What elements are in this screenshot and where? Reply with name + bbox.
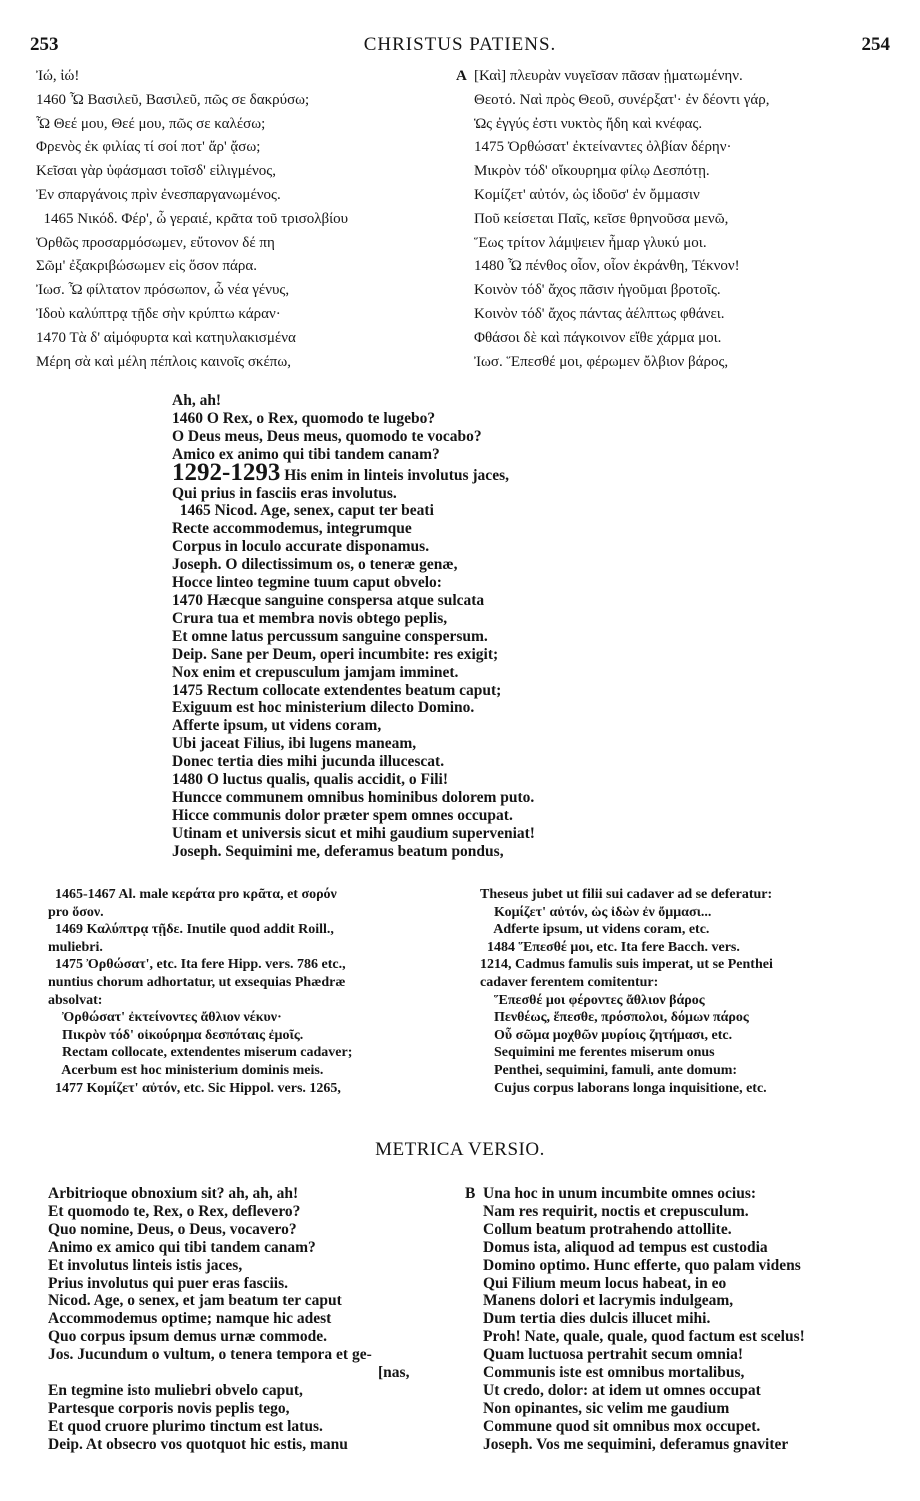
metrica-versio-heading: METRICA VERSIO. (375, 1139, 545, 1160)
translation-line: 1475 Rectum collocate extendentes beatum caput; (172, 681, 502, 699)
translation-line: Utinam et universis sicut et mihi gaudium superveniat! (172, 824, 535, 842)
verse-line: Φρενὸς ἐκ φιλίας τί σοί ποτ' ἄρ' ᾄσω; (36, 139, 261, 156)
verse-line: 1470 Τὰ δ' αἱμόφυρτα καὶ κατηυλακισμένα (36, 329, 296, 346)
footnote-line: Cujus corpus laborans longa inquisitione, etc. (480, 1080, 767, 1096)
metrica-line: Quo corpus ipsum demus urnæ commode. (48, 1328, 328, 1346)
verse-line: Ἰώ, ἰώ! (36, 68, 80, 84)
translation-line: 1470 Hæcque sanguine conspersa atque sulcata (172, 591, 485, 609)
verse-line: Κοινὸν τόδ' ἄχος πᾶσιν ἡγοῦμαι βροτοῖς. (474, 282, 721, 299)
translation-line: O Deus meus, Deus meus, quomodo te vocabo? (172, 427, 482, 445)
verse-line: Ἰδοὺ καλύπτρᾳ τῇδε σὴν κρύπτω κάραν· (36, 305, 281, 322)
translation-line: Ubi jaceat Filius, ibi lugens maneam, (172, 735, 417, 753)
translation-line: Corpus in loculo accurate disponamus. (172, 538, 430, 556)
translation-line: 1460 O Rex, o Rex, quomodo te lugebo? (172, 409, 436, 427)
metrica-line: Prius involutus qui puer eras fasciis. (48, 1274, 289, 1292)
metrica-line: Animo ex amico qui tibi tandem canam? (48, 1238, 316, 1256)
footnote-line: Acerbum est hoc ministerium dominis meis. (48, 1062, 324, 1078)
metrica-line: Nam res requirit, noctis et crepusculum. (483, 1202, 749, 1220)
verse-line: 1475 Ὀρθώσατ' ἐκτείναντες ὀλβίαν δέρην· (474, 139, 732, 156)
verse-line: 1465 Νικόδ. Φέρ', ὦ γεραιέ, κρᾶτα τοῦ τρισολβίου (36, 210, 349, 227)
metrica-line: Deip. At obsecro vos quotquot hic estis, manu (48, 1435, 348, 1453)
column-reference: 1292-1293 (172, 458, 281, 486)
verse-line: Ἰωσ. Ἕπεσθέ μοι, φέρωμεν ὄλβιον βάρος, (474, 353, 729, 370)
page-number-right: 254 (861, 34, 890, 55)
translation-line: Joseph. O dilectissimum os, o teneræ genæ, (172, 556, 458, 574)
verse-line: 1460 Ὦ Βασιλεῦ, Βασιλεῦ, πῶς σε δακρύσω; (36, 91, 310, 108)
footnote-line: 1475 Ὀρθώσατ', etc. Ita fere Hipp. vers. 786 etc., (48, 957, 346, 973)
column-marker-a: A (456, 68, 467, 84)
column-marker-b: B (465, 1185, 476, 1202)
metrica-line: En tegmine isto muliebri obvelo caput, (48, 1381, 303, 1399)
metrica-line: Qui Filium meum locus habeat, in eo (483, 1274, 727, 1292)
metrica-line: Commune quod sit omnibus mox occupet. (483, 1417, 761, 1435)
verse-line: Ὀρθῶς προσαρμόσωμεν, εὔτονον δέ πη (36, 234, 275, 251)
metrica-line: Accommodemus optime; namque hic adest (48, 1310, 332, 1328)
metrica-line: Communis iste est omnibus mortalibus, (483, 1364, 745, 1382)
greek-text-left-column (36, 65, 466, 374)
footnote-line: Theseus jubet ut filii sui cadaver ad se deferatur: (480, 887, 773, 902)
metrica-line: Et quomodo te, Rex, o Rex, deflevero? (48, 1202, 301, 1220)
metrica-line: Quo nomine, Deus, o Deus, vocavero? (48, 1220, 297, 1238)
footnotes-right-column (480, 886, 900, 1097)
verse-line: 1480 Ὦ πένθος οἷον, οἷον ἐκράνθη, Τέκνον! (474, 258, 740, 275)
metrica-line: Manens dolori et lacrymis indulgeam, (483, 1292, 734, 1310)
page-header (30, 34, 890, 58)
metrica-line: Arbitrioque obnoxium sit? ah, ah, ah! (48, 1185, 299, 1202)
footnote-line: Ἕπεσθέ μοι φέροντες ἄθλιον βάρος (480, 992, 705, 1008)
footnote-line: absolvat: (48, 992, 103, 1008)
verse-line: Ὦ Θεέ μου, Θεέ μου, πῶς σε καλέσω; (36, 115, 266, 132)
footnote-line: Ὀρθώσατ' ἐκτείνοντες ἄθλιον νέκυν· (48, 1010, 282, 1026)
metrica-line: Joseph. Vos me sequimini, deferamus gnaviter (483, 1435, 789, 1453)
running-title: CHRISTUS PATIENS. (363, 34, 557, 55)
footnote-line: 1214, Cadmus famulis suis imperat, ut se Penthei (480, 957, 773, 973)
metrica-left-column (48, 1185, 468, 1454)
footnote-line: 1484 Ἕπεσθέ μοι, etc. Ita fere Bacch. vers. (480, 939, 740, 955)
footnote-line: Οὗ σῶμα μοχθῶν μυρίοις ζητήμασι, etc. (480, 1027, 733, 1043)
translation-line: Hocce linteo tegmine tuum caput obvelo: (172, 574, 442, 592)
metrica-line: Jos. Jucundum o vultum, o tenera tempora et ge- (48, 1346, 372, 1364)
metrica-line: Domino optimo. Hunc efferte, quo palam videns (483, 1256, 801, 1274)
translation-line: Crura tua et membra novis obtego peplis, (172, 609, 448, 627)
translation-line: Qui prius in fasciis eras involutus. (172, 484, 397, 502)
footnote-line: Adferte ipsum, ut videns coram, etc. (480, 922, 710, 938)
metrica-line-continuation: [nas, (378, 1364, 410, 1382)
verse-line: Μικρὸν τόδ' οἴκουρημα φίλῳ Δεσπότῃ. (474, 163, 710, 180)
footnote-line: 1477 Κομίζετ' αὐτόν, etc. Sic Hippol. vers. 1265, (48, 1080, 341, 1096)
translation-line: Exiguum est hoc ministerium dilecto Domino. (172, 699, 475, 717)
translation-line: 1480 O luctus qualis, qualis accidit, o Fili! (172, 771, 449, 789)
verse-line: Ὡς ἐγγύς ἐστι νυκτὸς ἤδη καὶ κνέφας. (474, 115, 703, 132)
translation-line: Huncce communem omnibus hominibus dolorem puto. (172, 788, 535, 806)
metrica-line: Et quod cruore plurimo tinctum est latus. (48, 1417, 323, 1435)
translation-line: Et omne latus percussum sanguine conspersum. (172, 627, 488, 645)
translation-line: 1465 Nicod. Age, senex, caput ter beati (172, 502, 434, 520)
footnote-line: Πικρὸν τόδ' οἰκούρημα δεσπόταις ἐμοῖς. (48, 1027, 304, 1043)
footnote-line: cadaver ferentem comitentur: (480, 974, 659, 990)
metrica-line: Nicod. Age, o senex, et jam beatum ter caput (48, 1292, 342, 1310)
translation-line: Hicce communis dolor præter spem omnes occupat. (172, 806, 513, 824)
footnote-line: 1465-1467 Al. male κεράτα pro κρᾶτα, et σορόν (48, 887, 337, 902)
footnote-line: Sequimini me ferentes miserum onus (480, 1045, 715, 1061)
translation-line: Recte accommodemus, integrumque (172, 520, 412, 538)
translation-line: Deip. Sane per Deum, operi incumbite: res exigit; (172, 645, 499, 663)
metrica-right-column (465, 1185, 905, 1454)
metrica-line: Dum tertia dies dulcis illucet mihi. (483, 1310, 711, 1328)
verse-line: Ἰωσ. Ὦ φίλτατον πρόσωπον, ὦ νέα γένυς, (36, 282, 290, 299)
verse-line: Σῶμ' ἐξακριβώσωμεν εἰς ὅσον πάρα. (36, 258, 257, 275)
translation-line: Joseph. Sequimini me, deferamus beatum pondus, (172, 842, 504, 860)
verse-line: Ἕως τρίτον λάμψειεν ἦμαρ γλυκύ μοι. (474, 234, 707, 251)
latin-translation (172, 392, 792, 861)
translation-line: Afferte ipsum, ut videns coram, (172, 717, 382, 735)
translation-line: Nox enim et crepusculum jamjam imminet. (172, 663, 459, 681)
metrica-line: Collum beatum protrahendo attollite. (483, 1220, 732, 1238)
metrica-line: Quam luctuosa pertrahit secum omnia! (483, 1346, 744, 1364)
translation-line: Donec tertia dies mihi jucunda illucescat. (172, 753, 445, 771)
verse-line: Θεοτό. Ναὶ πρὸς Θεοῦ, συνέρξατ'· ἐν δέοντι γάρ, (474, 91, 770, 108)
metrica-line: Partesque corporis novis peplis tego, (48, 1399, 290, 1417)
verse-line: Φθάσοι δὲ καὶ πάγκοινον εἴθε χάρμα μοι. (474, 329, 722, 346)
verse-line: Ἐν σπαργάνοις πρὶν ἐνεσπαργανωμένος. (36, 186, 281, 203)
metrica-line: Domus ista, aliquod ad tempus est custodia (483, 1238, 768, 1256)
greek-text-right-column (456, 65, 896, 374)
page-number-left: 253 (30, 34, 59, 55)
footnote-line: 1469 Καλύπτρᾳ τῇδε. Inutile quod addit Roill., (48, 922, 334, 938)
verse-line: [Καὶ] πλευρὰν νυγεῖσαν πᾶσαν ᾑματωμένην. (474, 68, 743, 84)
footnote-line: muliebri. (48, 939, 103, 955)
translation-line: Amico ex animo qui tibi tandem canam? (172, 445, 440, 463)
metrica-line: Proh! Nate, quale, quale, quod factum est scelus! (483, 1328, 805, 1346)
translation-text: His enim in linteis involutus jaces, (284, 466, 509, 484)
metrica-line: Et involutus linteis istis jaces, (48, 1256, 243, 1274)
footnote-line: pro ὅσον. (48, 904, 104, 920)
footnote-line: Κομίζετ' αὐτόν, ὡς ἰδὼν ἐν ὄμμασι... (480, 904, 712, 920)
translation-line: Ah, ah! (172, 392, 222, 409)
verse-line: Κεῖσαι γὰρ ὑφάσμασι τοῖσδ' εἱλιγμένος, (36, 163, 276, 180)
verse-line: Κοινὸν τόδ' ἄχος πάντας ἀέλπτως φθάνει. (474, 305, 725, 322)
metrica-line: Non opinantes, sic velim me gaudium (483, 1399, 730, 1417)
translation-line-with-column-ref (172, 458, 792, 486)
metrica-line: Una hoc in unum incumbite omnes ocius: (483, 1185, 757, 1202)
metrica-line: Ut credo, dolor: at idem ut omnes occupat (483, 1381, 761, 1399)
footnote-line: Πενθέως, ἕπεσθε, πρόσπολοι, δόμων πάρος (480, 1010, 749, 1026)
footnote-line: Penthei, sequimini, famuli, ante domum: (480, 1062, 738, 1078)
verse-line: Κομίζετ' αὐτόν, ὡς ἰδοῦσ' ἐν ὄμμασιν (474, 186, 700, 203)
footnote-line: nuntius chorum adhortatur, ut exsequias Phædræ (48, 974, 346, 990)
footnotes-left-column (48, 886, 468, 1097)
footnote-line: Rectam collocate, extendentes miserum cadaver; (48, 1045, 353, 1061)
verse-line: Μέρη σὰ καὶ μέλη πέπλοις καινοῖς σκέπω, (36, 353, 291, 370)
verse-line: Ποῦ κείσεται Παῖς, κεῖσε θρηνοῦσα μενῶ, (474, 210, 729, 227)
